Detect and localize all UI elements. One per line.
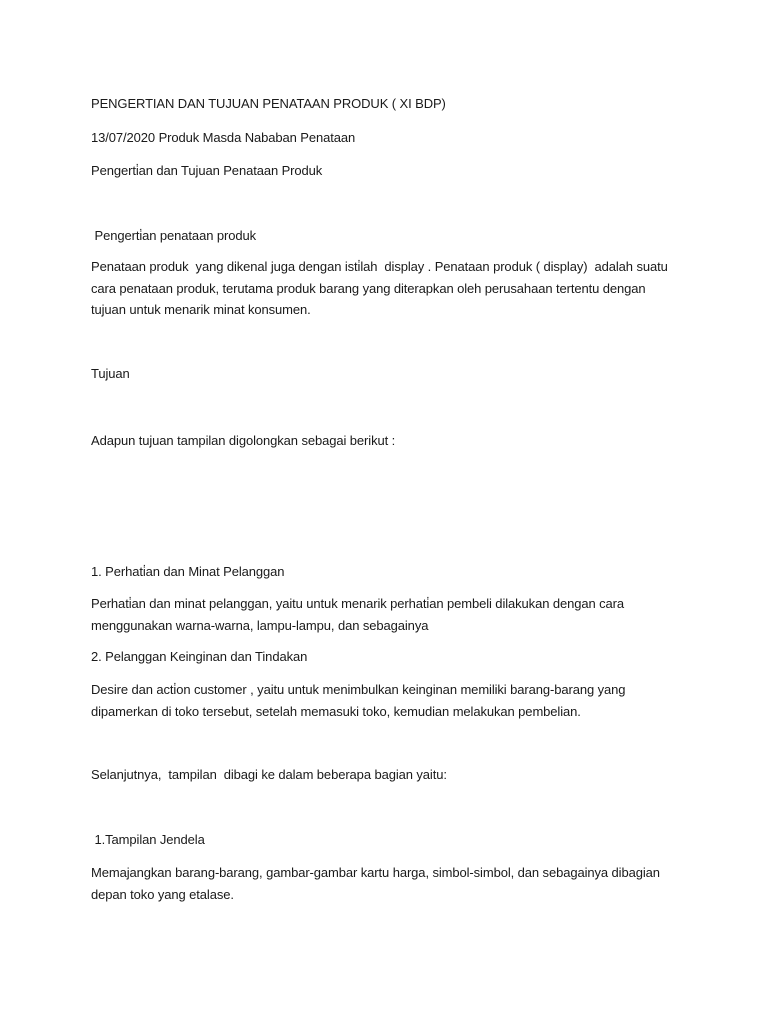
item-1-heading: 1. Perhati̇an dan Minat Pelanggan bbox=[91, 564, 285, 579]
window-display-paragraph bbox=[91, 862, 691, 905]
definition-line-2: cara penataan produk, terutama produk barang yang diterapkan oleh perusahaan tertentu dengan bbox=[91, 280, 646, 296]
item-2-line-1: Desire dan acti̇on customer , yaitu untuk menimbulkan keinginan memiliki barang-barang yang bbox=[91, 682, 626, 697]
item-1-line-2: menggunakan warna-warna, lampu-lampu, dan sebagainya bbox=[91, 617, 429, 633]
item-2-paragraph bbox=[91, 679, 691, 722]
definition-heading: Pengerti̇an penataan produk bbox=[91, 228, 256, 243]
definition-paragraph bbox=[91, 256, 691, 321]
item-1-line-1: Perhati̇an dan minat pelanggan, yaitu untuk menarik perhati̇an pembeli dilakukan dengan cara bbox=[91, 596, 625, 611]
item-2-heading: 2. Pelanggan Keinginan dan Tindakan bbox=[91, 649, 308, 664]
definition-line-3: tujuan untuk menarik minat konsumen. bbox=[91, 302, 311, 317]
window-display-line-1: Memajangkan barang-barang, gambar-gambar kartu harga, simbol-simbol, dan sebagainya dibagian bbox=[91, 865, 660, 880]
definition-line-1: Penataan produk yang dikenal juga dengan isti̇lah display . Penataan produk ( display) adalah suatu bbox=[91, 259, 668, 274]
document-meta: 13/07/2020 Produk Masda Nababan Penataan bbox=[91, 130, 356, 145]
window-display-line-2: depan toko yang etalase. bbox=[91, 886, 234, 902]
item-1-paragraph bbox=[91, 593, 691, 636]
purpose-intro: Adapun tujuan tampilan digolongkan sebagai berikut : bbox=[91, 433, 396, 448]
item-2-line-2: dipamerkan di toko tersebut, setelah memasuki toko, kemudian melakukan pembelian. bbox=[91, 703, 581, 719]
document-title: PENGERTIAN DAN TUJUAN PENATAAN PRODUK ( XI BDP) bbox=[91, 96, 446, 111]
document-subtitle: Pengerti̇an dan Tujuan Penataan Produk bbox=[91, 163, 323, 178]
purpose-heading: Tujuan bbox=[91, 366, 130, 381]
division-intro: Selanjutnya, tampilan dibagi ke dalam beberapa bagian yaitu: bbox=[91, 767, 447, 782]
window-display-heading: 1.Tampilan Jendela bbox=[91, 832, 205, 847]
